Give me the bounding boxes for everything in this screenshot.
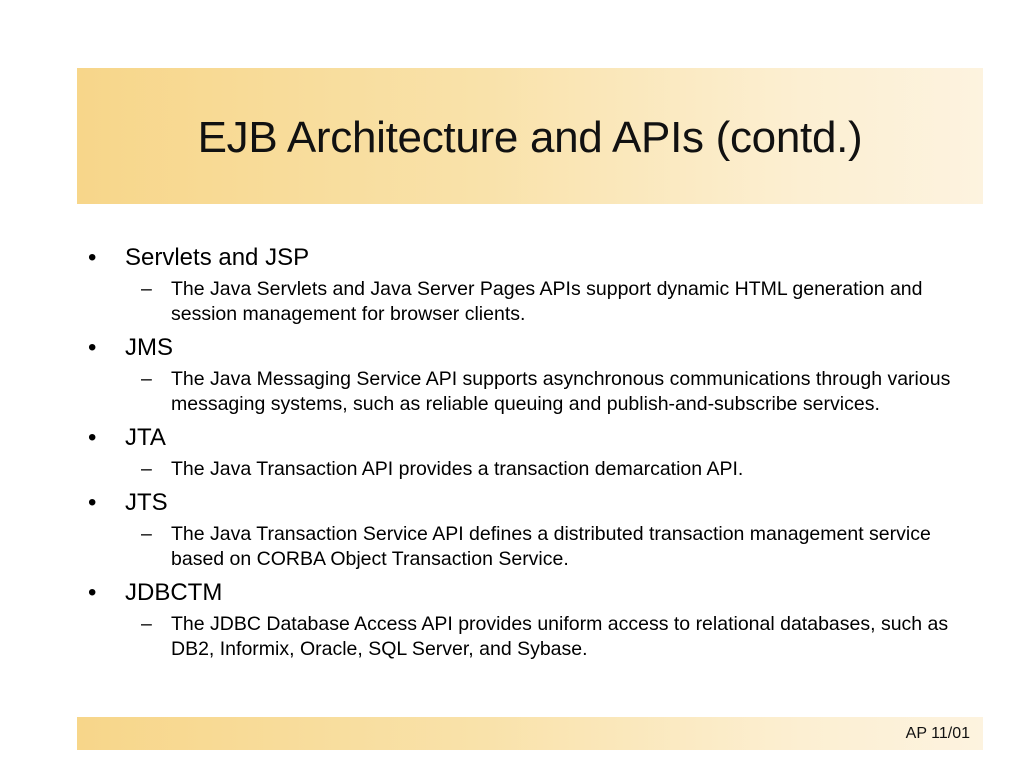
footer-text: AP 11/01: [905, 725, 970, 742]
bullet-item: [86, 333, 986, 363]
sub-text: The Java Servlets and Java Server Pages APIs support dynamic HTML generation and session management for browser clients.: [171, 278, 923, 325]
title-band: [77, 68, 983, 204]
sub-item: [141, 457, 981, 482]
sub-item: [141, 277, 981, 327]
bullet-item: [86, 578, 986, 608]
sub-text: The Java Messaging Service API supports asynchronous communications through various messaging systems, such as reliable queuing and publish-and-subscribe services.: [171, 368, 951, 415]
footer-band: [77, 717, 983, 750]
bullet-label: Servlets and JSP: [125, 244, 310, 271]
sub-text: The JDBC Database Access API provides uniform access to relational databases, such as DB2, Informix, Oracle, SQL Server, and Sybase.: [171, 613, 949, 660]
bullet-item: [86, 488, 986, 518]
bullet-label: JTA: [125, 424, 166, 451]
bullet-label: JTS: [125, 489, 168, 516]
bullet-marker: •: [88, 579, 97, 606]
sub-item: [141, 612, 981, 662]
bullet-item: [86, 423, 986, 453]
sub-marker: –: [141, 523, 152, 545]
bullet-label: JMS: [125, 334, 173, 361]
sub-marker: –: [141, 368, 152, 390]
sub-item: [141, 367, 981, 417]
sub-marker: –: [141, 613, 152, 635]
sub-marker: –: [141, 458, 152, 480]
bullet-item: [86, 243, 986, 273]
bullet-marker: •: [88, 244, 97, 271]
bullet-marker: •: [88, 334, 97, 361]
slide-title: EJB Architecture and APIs (contd.): [197, 113, 863, 162]
bullet-list: [86, 243, 986, 662]
sub-item: [141, 522, 981, 572]
bullet-label: JDBCTM: [125, 579, 223, 606]
sub-text: The Java Transaction Service API defines a distributed transaction management service based on CORBA Object Transaction Service.: [171, 523, 931, 570]
bullet-marker: •: [88, 424, 97, 451]
bullet-marker: •: [88, 489, 97, 516]
sub-marker: –: [141, 278, 152, 300]
sub-text: The Java Transaction API provides a transaction demarcation API.: [171, 458, 744, 480]
